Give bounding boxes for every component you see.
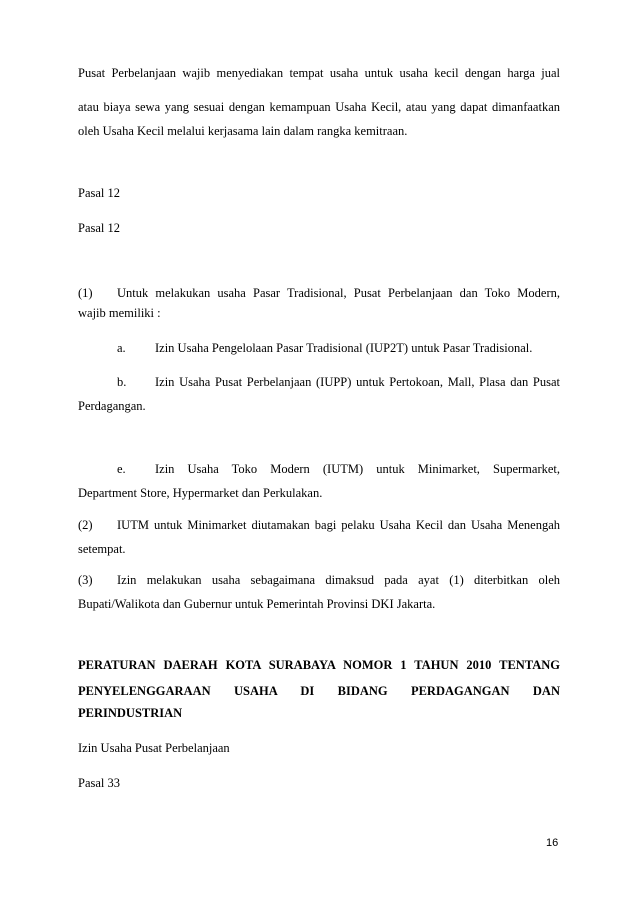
ayat-3-line-2: Bupati/Walikota dan Gubernur untuk Pemerintah Provinsi DKI Jakarta. <box>78 597 436 611</box>
item-e-line-1: Izin Usaha Toko Modern (IUTM) untuk Minimarket, Supermarket, <box>155 462 560 476</box>
ayat-1-line-2: wajib memiliki : <box>78 306 161 320</box>
item-a-label: a. <box>117 341 126 355</box>
item-a-text: Izin Usaha Pengelolaan Pasar Tradisional (IUP2T) untuk Pasar Tradisional. <box>155 341 533 355</box>
intro-line-1: Pusat Perbelanjaan wajib menyediakan tempat usaha untuk usaha kecil dengan harga jual <box>78 66 560 80</box>
intro-line-3: oleh Usaha Kecil melalui kerjasama lain dalam rangka kemitraan. <box>78 124 408 138</box>
pasal-12-title-repeat: Pasal 12 <box>78 221 121 235</box>
ayat-2-line-2: setempat. <box>78 542 126 556</box>
pasal-33-title: Pasal 33 <box>78 776 121 790</box>
regulation-heading-line-3: PERINDUSTRIAN <box>78 706 183 720</box>
item-b-line-2: Perdagangan. <box>78 399 146 413</box>
item-e-line-2: Department Store, Hypermarket dan Perkulakan. <box>78 486 323 500</box>
pasal-12-title: Pasal 12 <box>78 186 121 200</box>
ayat-1-number: (1) <box>78 286 93 300</box>
section-subheading: Izin Usaha Pusat Perbelanjaan <box>78 741 230 755</box>
ayat-1-line-1: Untuk melakukan usaha Pasar Tradisional, Pusat Perbelanjaan dan Toko Modern, <box>117 286 560 300</box>
item-b-line-1: Izin Usaha Pusat Perbelanjaan (IUPP) untuk Pertokoan, Mall, Plasa dan Pusat <box>155 375 560 389</box>
page-number: 16 <box>546 837 559 849</box>
regulation-heading-line-1: PERATURAN DAERAH KOTA SURABAYA NOMOR 1 TAHUN 2010 TENTANG <box>78 658 560 672</box>
item-b-label: b. <box>117 375 127 389</box>
item-e-label: e. <box>117 462 126 476</box>
regulation-heading-line-2: PENYELENGGARAAN USAHA DI BIDANG PERDAGANGAN DAN <box>78 684 560 698</box>
ayat-3-number: (3) <box>78 573 93 587</box>
ayat-2-line-1: IUTM untuk Minimarket diutamakan bagi pelaku Usaha Kecil dan Usaha Menengah <box>117 518 560 532</box>
intro-line-2: atau biaya sewa yang sesuai dengan kemampuan Usaha Kecil, atau yang dapat dimanfaatkan <box>78 100 560 114</box>
ayat-2-number: (2) <box>78 518 93 532</box>
ayat-3-line-1: Izin melakukan usaha sebagaimana dimaksud pada ayat (1) diterbitkan oleh <box>117 573 560 587</box>
